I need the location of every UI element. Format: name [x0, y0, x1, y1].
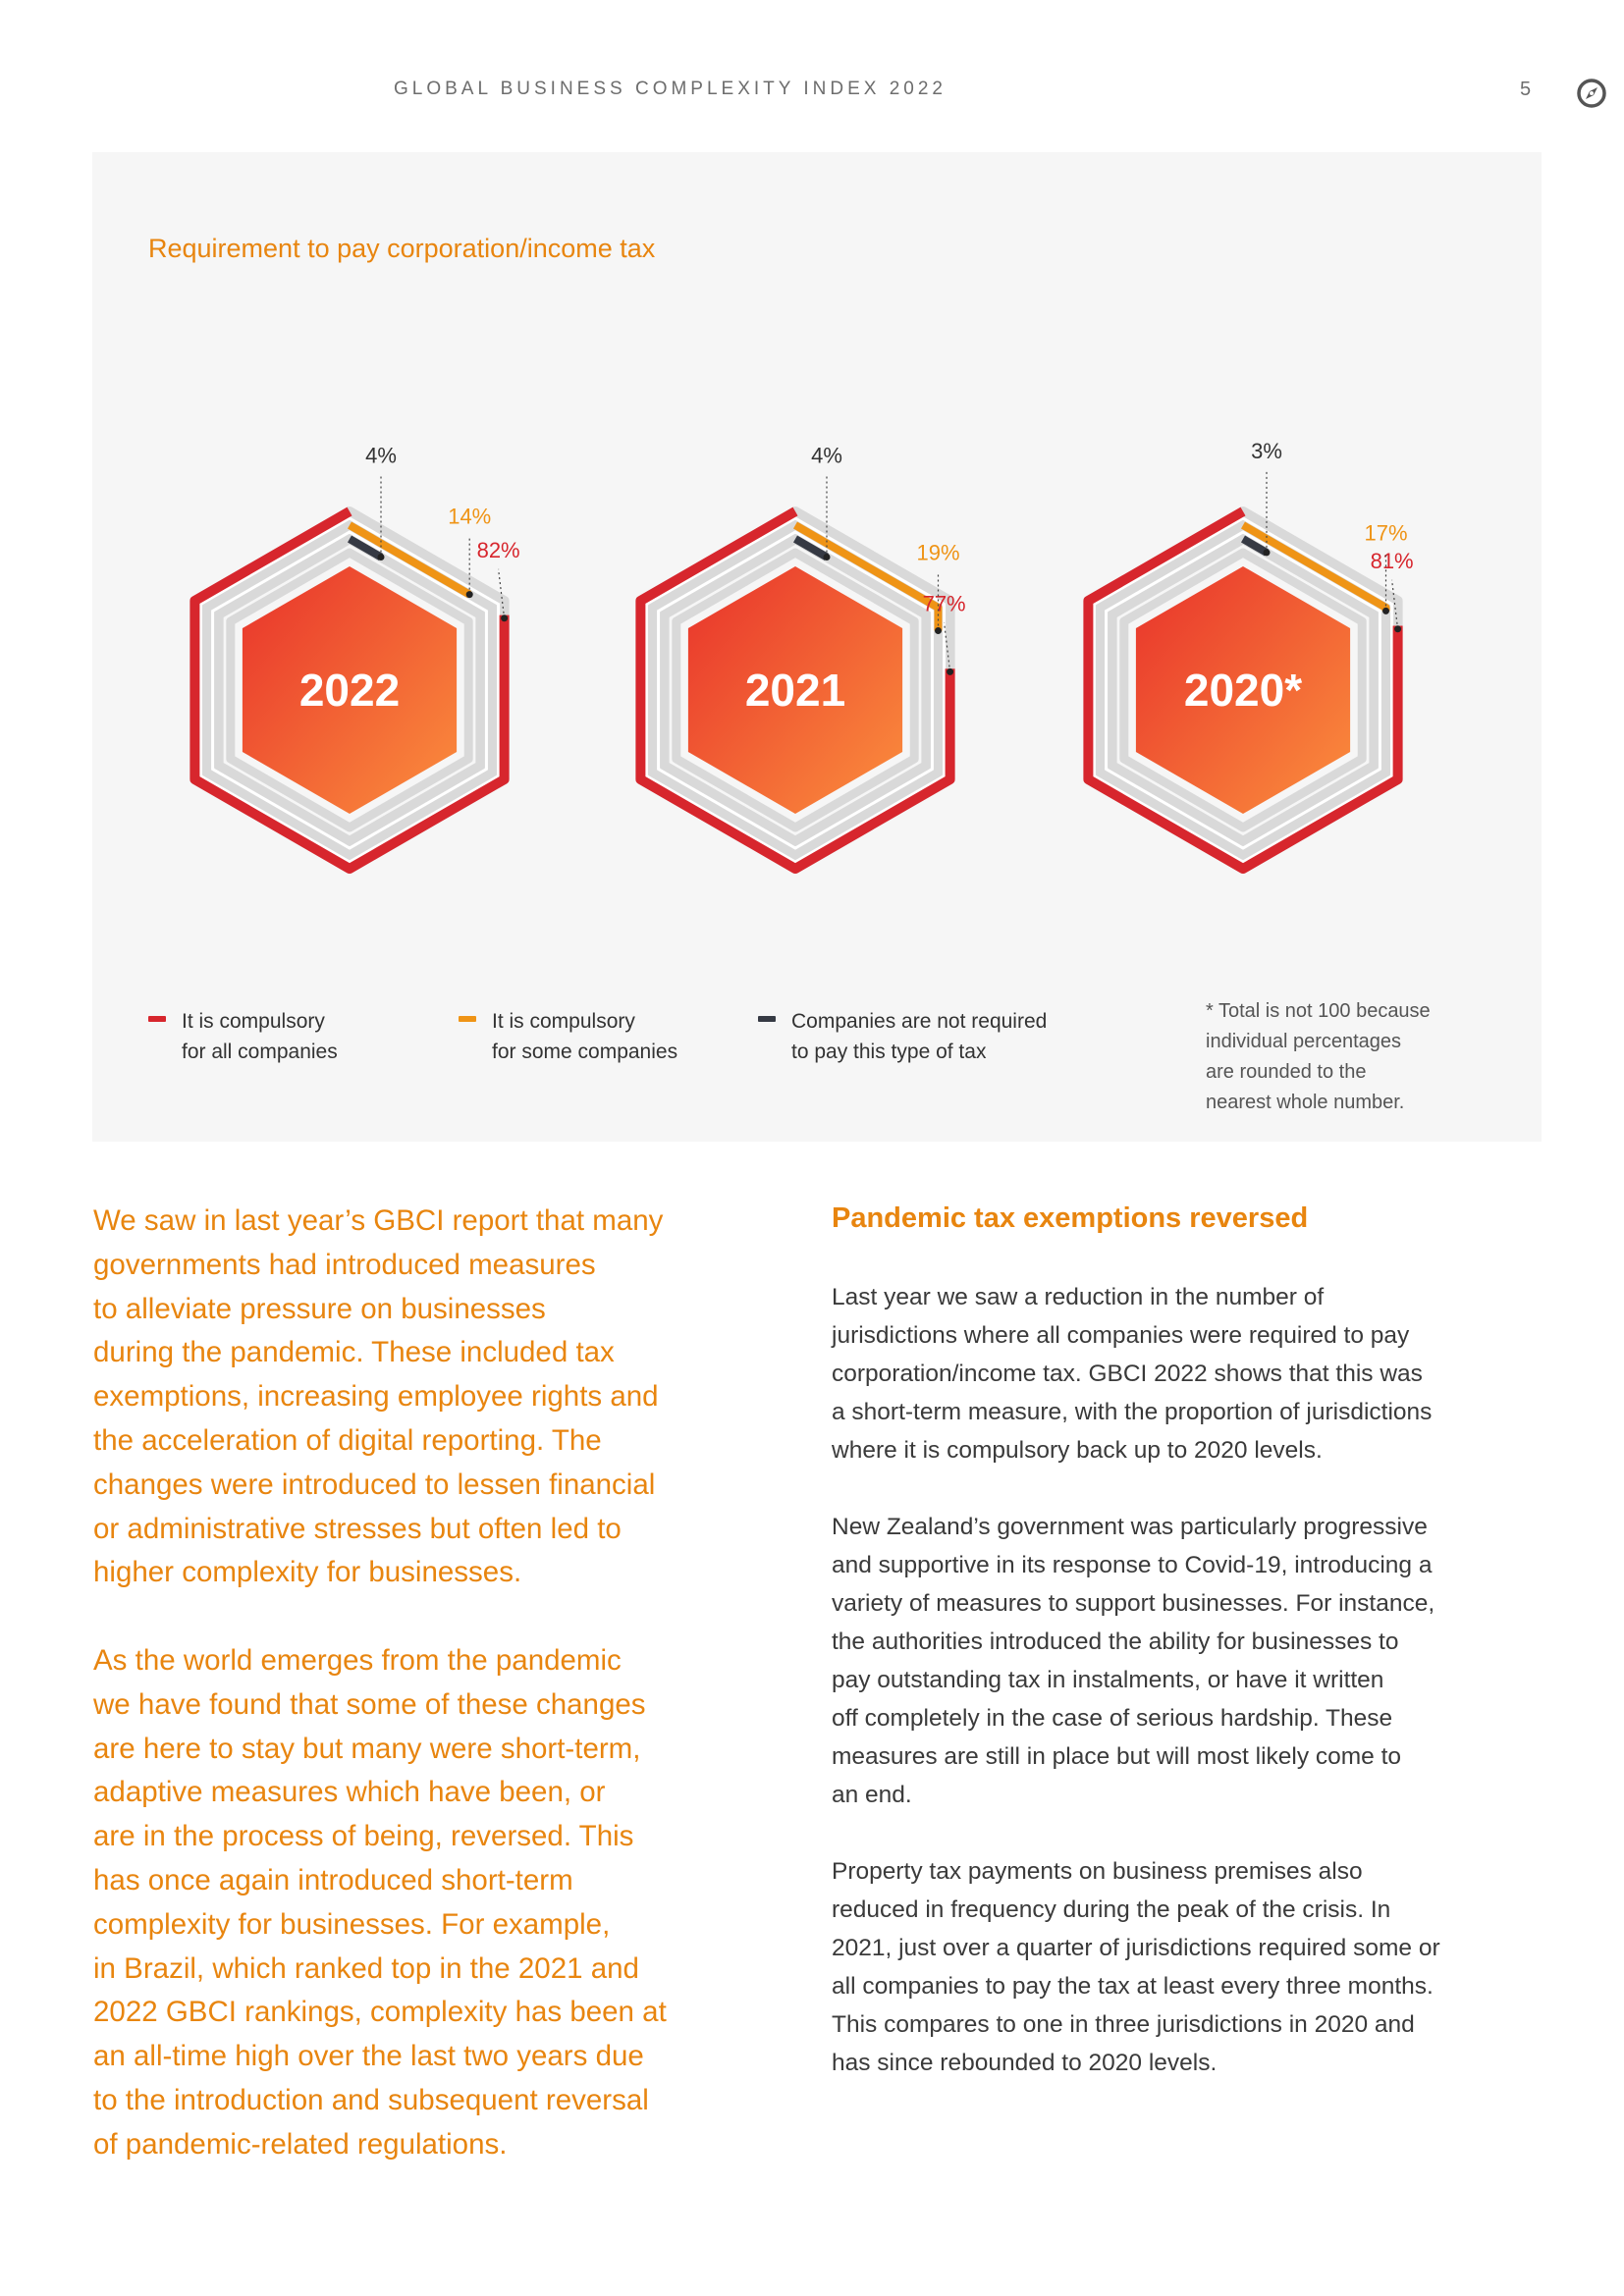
legend-swatch-some: [459, 1016, 476, 1022]
value-label-all: 82%: [476, 537, 520, 562]
legend-item-some: [459, 1006, 677, 1067]
value-label-some: 19%: [916, 540, 960, 565]
hex-year-label: 2022: [298, 665, 401, 716]
legend-swatch-all: [148, 1016, 166, 1022]
leader-dot: [935, 627, 942, 634]
value-label-all: 81%: [1370, 548, 1414, 573]
leader-dot: [824, 554, 831, 561]
intro-text: [93, 1200, 722, 2211]
chart-title: Requirement to pay corporation/income tax: [148, 234, 656, 263]
legend-label-all: It is compulsory for all companies: [182, 1010, 338, 1063]
hex-chart-2020: [1088, 439, 1413, 869]
hex-chart-2021: [640, 443, 965, 869]
hexagon-charts: [92, 152, 1542, 1142]
value-label-some: 14%: [448, 504, 492, 529]
hex-year-label: 2021: [744, 665, 846, 716]
leader-dot: [947, 668, 953, 675]
leader-dot: [466, 591, 473, 598]
leader-dot: [501, 614, 508, 621]
legend-label-some: It is compulsory for some companies: [492, 1010, 678, 1063]
leader-dot: [1264, 549, 1271, 556]
value-label-none: 4%: [365, 443, 397, 468]
legend-label-none: Companies are not required to pay this type of tax: [791, 1010, 1048, 1063]
body-paragraph-3: Property tax payments on business premises also reduced in frequency during the peak of the crisis. In 2021, just over a quarter of jurisdictions required some or all companies to pay the tax at least every three months. This compares to one in three jurisdictions in 2020 and has since rebounded to 2020 levels.: [832, 1858, 1440, 2076]
compass-icon: [1575, 77, 1608, 110]
hex-year-label: 2020*: [1183, 665, 1303, 716]
leader-dot: [1394, 625, 1401, 632]
legend-item-all: [148, 1006, 338, 1067]
intro-paragraph-2: As the world emerges from the pandemic we have found that some of these changes are here to stay but many were short-term, adaptive measures which have been, or are in the process of being, reversed. This has once again introduced short-term complexity for businesses. For example, in Brazil, which ranked top in the 2021 and 2022 GBCI rankings, complexity has been at an all-time high over the last two years due to the introduction and subsequent reversal of pandemic-related regulations.: [93, 1643, 667, 2161]
value-label-all: 77%: [922, 591, 966, 616]
section-heading: Pandemic tax exemptions reversed: [832, 1202, 1309, 1234]
header-title: GLOBAL BUSINESS COMPLEXITY INDEX 2022: [394, 79, 947, 99]
value-label-none: 3%: [1251, 438, 1282, 463]
intro-paragraph-1: We saw in last year’s GBCI report that many governments had introduced measures to alleviate pressure on businesses during the pandemic. These included tax exemptions, increasing employee rights and the acceleration of digital reporting. The changes were introduced to lessen financial or administrative stresses but often led to higher complexity for businesses.: [93, 1204, 664, 1589]
section-body: [832, 1278, 1499, 2120]
leader-dot: [1382, 608, 1389, 614]
body-paragraph-2: New Zealand’s government was particularly progressive and supportive in its response to Covid-19, introducing a variety of measures to support businesses. For instance, the authorities introduced the ability for businesses to pay outstanding tax in instalments, or have it written off completely in the case of serious hardship. These measures are still in place but will most likely come to an end.: [832, 1514, 1435, 1808]
value-label-none: 4%: [811, 443, 842, 468]
value-label-some: 17%: [1364, 520, 1408, 546]
body-paragraph-1: Last year we saw a reduction in the number of jurisdictions where all companies were required to pay corporation/income tax. GBCI 2022 shows that this was a short-term measure, with the proportion of jurisdictions where it is compulsory back up to 2020 levels.: [832, 1284, 1433, 1464]
chart-footnote: * Total is not 100 because individual percentages are rounded to the nearest whole number.: [1206, 1000, 1431, 1113]
leader-dot: [378, 554, 385, 561]
legend-swatch-none: [758, 1016, 776, 1022]
hex-chart-2022: [194, 443, 519, 869]
legend-item-none: [758, 1006, 1047, 1067]
page-number: 5: [1520, 79, 1532, 100]
